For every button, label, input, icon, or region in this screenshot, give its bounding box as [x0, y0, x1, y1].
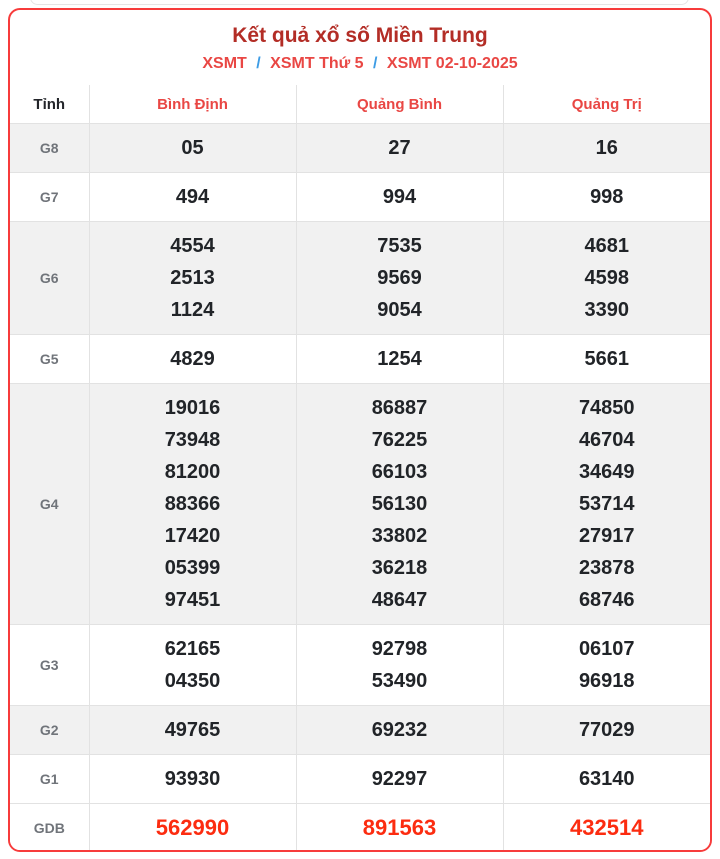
prize-number: 63140 [578, 768, 635, 790]
prize-number: 4829 [170, 348, 215, 370]
prize-number: 73948 [164, 429, 221, 451]
prize-number: 05 [181, 137, 204, 159]
prize-label: G8 [10, 124, 89, 173]
prize-number: 34649 [578, 461, 635, 483]
prize-number: 27 [388, 137, 411, 159]
prize-number: 53490 [371, 670, 428, 692]
prize-values-cell [296, 625, 503, 706]
prize-label: G6 [10, 222, 89, 335]
prize-number: 53714 [578, 493, 635, 515]
lottery-results-card [8, 8, 712, 852]
prize-values-cell [503, 706, 710, 755]
breadcrumb-link-xsmt-thu-5[interactable]: XSMT Thứ 5 [270, 55, 364, 72]
prize-number: 994 [382, 186, 417, 208]
results-table [10, 85, 710, 852]
prize-number: 891563 [362, 815, 437, 840]
prize-number: 92297 [371, 768, 428, 790]
prize-values-cell [296, 804, 503, 853]
column-header-province: Tỉnh [10, 85, 89, 124]
breadcrumb-separator: / [256, 55, 261, 72]
prize-number: 9054 [377, 299, 422, 321]
breadcrumb-link-xsmt-date[interactable]: XSMT 02-10-2025 [386, 55, 518, 72]
prize-label: G2 [10, 706, 89, 755]
prize-label: G3 [10, 625, 89, 706]
prize-number: 77029 [578, 719, 635, 741]
prize-number: 76225 [371, 429, 428, 451]
previous-card-bottom-edge [30, 0, 689, 5]
prize-row-g5 [10, 335, 710, 384]
prize-number: 81200 [164, 461, 221, 483]
card-header [10, 23, 710, 74]
prize-values-cell [503, 124, 710, 173]
page-title: Kết quả xổ số Miền Trung [232, 24, 488, 47]
prize-number: 9569 [377, 267, 422, 289]
prize-number: 56130 [371, 493, 428, 515]
prize-row-g2 [10, 706, 710, 755]
breadcrumb [10, 54, 710, 74]
prize-number: 86887 [371, 397, 428, 419]
prize-number: 7535 [377, 235, 422, 257]
column-header-binh-dinh: Bình Định [89, 85, 296, 124]
prize-values-cell [296, 124, 503, 173]
prize-values-cell [296, 384, 503, 625]
prize-number: 23878 [578, 557, 635, 579]
prize-label: G5 [10, 335, 89, 384]
prize-number: 74850 [578, 397, 635, 419]
prize-number: 494 [175, 186, 210, 208]
prize-values-cell [89, 384, 296, 625]
prize-number: 69232 [371, 719, 428, 741]
prize-values-cell [296, 755, 503, 804]
prize-row-g1 [10, 755, 710, 804]
prize-number: 49765 [164, 719, 221, 741]
prize-number: 19016 [164, 397, 221, 419]
prize-row-g4 [10, 384, 710, 625]
prize-values-cell [296, 222, 503, 335]
prize-number: 48647 [371, 589, 428, 611]
prize-values-cell [503, 173, 710, 222]
prize-values-cell [503, 755, 710, 804]
prize-number: 16 [595, 137, 618, 159]
prize-values-cell [89, 222, 296, 335]
prize-row-g8 [10, 124, 710, 173]
prize-row-g7 [10, 173, 710, 222]
prize-number: 998 [590, 186, 624, 208]
prize-number: 4681 [584, 235, 629, 257]
column-header-quang-binh: Quảng Bình [296, 85, 503, 124]
prize-label: G1 [10, 755, 89, 804]
prize-values-cell [89, 706, 296, 755]
prize-values-cell [503, 335, 710, 384]
prize-number: 66103 [371, 461, 428, 483]
prize-number: 97451 [164, 589, 221, 611]
prize-label: G7 [10, 173, 89, 222]
prize-number: 562990 [155, 815, 230, 840]
prize-values-cell [89, 755, 296, 804]
column-header-quang-tri: Quảng Trị [503, 85, 710, 124]
prize-number: 1254 [377, 348, 422, 370]
breadcrumb-link-xsmt[interactable]: XSMT [202, 55, 247, 72]
prize-number: 06107 [578, 638, 635, 660]
prize-values-cell [296, 335, 503, 384]
prize-values-cell [503, 222, 710, 335]
prize-number: 27917 [578, 525, 635, 547]
prize-values-cell [89, 124, 296, 173]
prize-number: 432514 [570, 815, 644, 840]
prize-values-cell [503, 804, 710, 853]
breadcrumb-separator: / [373, 55, 378, 72]
prize-values-cell [89, 173, 296, 222]
prize-values-cell [89, 804, 296, 853]
prize-number: 4598 [584, 267, 629, 289]
prize-number: 46704 [578, 429, 635, 451]
prize-row-g3 [10, 625, 710, 706]
prize-number: 36218 [371, 557, 428, 579]
prize-number: 05399 [164, 557, 221, 579]
prize-row-gdb [10, 804, 710, 853]
prize-number: 92798 [371, 638, 428, 660]
prize-label: GDB [10, 804, 89, 853]
prize-number: 96918 [578, 670, 635, 692]
table-header-row [10, 85, 710, 124]
prize-number: 4554 [170, 235, 215, 257]
prize-number: 3390 [584, 299, 629, 321]
prize-row-g6 [10, 222, 710, 335]
prize-values-cell [503, 625, 710, 706]
prize-number: 17420 [164, 525, 221, 547]
prize-values-cell [296, 173, 503, 222]
prize-label: G4 [10, 384, 89, 625]
prize-number: 5661 [584, 348, 629, 370]
prize-number: 93930 [164, 768, 221, 790]
prize-number: 2513 [170, 267, 215, 289]
prize-values-cell [503, 384, 710, 625]
prize-number: 88366 [164, 493, 221, 515]
prize-number: 1124 [170, 299, 215, 321]
prize-values-cell [296, 706, 503, 755]
prize-values-cell [89, 625, 296, 706]
prize-number: 62165 [164, 638, 221, 660]
prize-values-cell [89, 335, 296, 384]
prize-number: 33802 [371, 525, 428, 547]
prize-number: 04350 [164, 670, 221, 692]
prize-number: 68746 [578, 589, 635, 611]
